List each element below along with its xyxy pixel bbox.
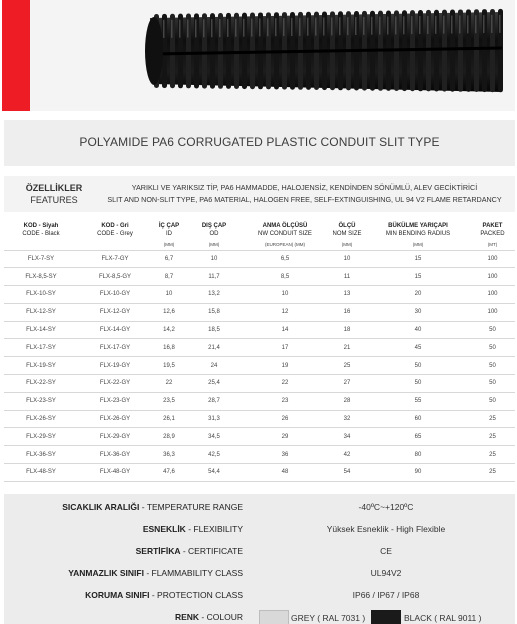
unit-cell — [78, 239, 152, 250]
table-row — [4, 446, 515, 464]
table-cell: 50 — [470, 321, 515, 339]
conduit-highlight — [339, 17, 341, 35]
conduit-highlight — [267, 18, 269, 36]
conduit-end — [145, 17, 163, 85]
table-cell: 34 — [328, 428, 366, 446]
features-label-en: FEATURES — [30, 195, 78, 205]
property-value: CE — [380, 546, 392, 556]
conduit-highlight — [219, 19, 221, 37]
table-cell: 26,1 — [152, 410, 186, 428]
table-cell: FLX-19-GY — [78, 357, 152, 375]
header-outer-diameter: DIŞ ÇAP OD — [201, 223, 227, 237]
table-cell: 54,4 — [186, 464, 242, 482]
table-cell: 14,2 — [152, 321, 186, 339]
conduit-highlight — [259, 18, 261, 36]
table-cell: 10 — [328, 250, 366, 268]
conduit-highlight — [331, 17, 333, 35]
colour-swatch-grey — [259, 610, 289, 624]
table-cell: 10 — [186, 250, 242, 268]
table-cell: 30 — [366, 303, 470, 321]
table-cell: 100 — [470, 250, 515, 268]
table-cell: 90 — [366, 464, 470, 482]
property-key: SICAKLIK ARALIĞI - TEMPERATURE RANGE — [62, 502, 243, 512]
conduit-highlight — [323, 17, 325, 35]
table-cell: 28,7 — [186, 392, 242, 410]
table-cell: 27 — [328, 375, 366, 393]
conduit-highlight — [427, 16, 429, 34]
table-cell: FLX-23-SY — [4, 392, 78, 410]
table-cell: FLX-17-SY — [4, 339, 78, 357]
table-cell: FLX-36-GY — [78, 446, 152, 464]
table-cell: 19,5 — [152, 357, 186, 375]
header-bending-radius: BÜKÜLME YARIÇAPI MIN BENDING RADIUS — [385, 223, 451, 237]
conduit-highlight — [235, 19, 237, 37]
conduit-highlight — [211, 19, 213, 37]
conduit-highlight — [243, 19, 245, 37]
table-cell: 12,6 — [152, 303, 186, 321]
table-row — [4, 339, 515, 357]
table-cell: FLX-23-GY — [78, 392, 152, 410]
conduit-highlight — [483, 15, 485, 33]
conduit-highlight — [499, 15, 501, 33]
properties-section — [4, 494, 515, 624]
table-cell: FLX-29-SY — [4, 428, 78, 446]
features-desc-en: SLIT AND NON-SLIT TYPE, PA6 MATERIAL, HALOGEN FREE, SELF-EXTINGUISHING, UL 94 V2 FLAME RETARDANCY — [107, 194, 502, 204]
spec-table — [4, 220, 515, 482]
conduit-highlight — [403, 16, 405, 34]
conduit-highlight — [347, 17, 349, 35]
table-row — [4, 410, 515, 428]
table-cell: FLX-7-SY — [4, 250, 78, 268]
product-hero — [0, 0, 517, 113]
table-cell: 25 — [470, 446, 515, 464]
table-cell: FLX-7-GY — [78, 250, 152, 268]
header-nom-size: ÖLÇÜ NOM SIZE — [332, 223, 362, 237]
conduit-highlight — [443, 16, 445, 34]
property-flexibility — [4, 518, 515, 540]
table-row — [4, 250, 515, 268]
table-cell: 55 — [366, 392, 470, 410]
table-cell: 36 — [242, 446, 328, 464]
table-cell: FLX-10-GY — [78, 286, 152, 304]
table-cell: 25,4 — [186, 375, 242, 393]
table-cell: 8,5 — [242, 268, 328, 286]
header-packed: PAKET PACKED — [480, 223, 505, 237]
conduit-highlight — [395, 16, 397, 34]
property-key: YANMAZLIK SINIFI - FLAMMABILITY CLASS — [68, 568, 243, 578]
property-flammability — [4, 562, 515, 584]
table-row — [4, 428, 515, 446]
conduit-highlight — [187, 20, 189, 38]
conduit-highlight — [251, 19, 253, 37]
table-cell: 48 — [242, 464, 328, 482]
unit-cell: (MM) — [328, 239, 366, 250]
table-cell: 42,5 — [186, 446, 242, 464]
table-cell: 32 — [328, 410, 366, 428]
table-cell: 100 — [470, 303, 515, 321]
table-cell: 11 — [328, 268, 366, 286]
table-cell: 100 — [470, 286, 515, 304]
table-cell: 65 — [366, 428, 470, 446]
table-cell: 24 — [186, 357, 242, 375]
table-cell: 80 — [366, 446, 470, 464]
header-conduit-size: ANMA ÖLÇÜSÜ NW CONDUIT SIZE — [258, 223, 312, 237]
table-cell: 28 — [328, 392, 366, 410]
conduit-highlight — [467, 15, 469, 33]
table-cell: FLX-14-SY — [4, 321, 78, 339]
table-cell: 16,8 — [152, 339, 186, 357]
table-cell: 15,8 — [186, 303, 242, 321]
table-cell: FLX-48-GY — [78, 464, 152, 482]
conduit-highlight — [411, 16, 413, 34]
table-cell: 42 — [328, 446, 366, 464]
unit-cell: (EUROPEAN) (MM) — [242, 239, 328, 250]
table-cell: 50 — [366, 357, 470, 375]
property-value: IP66 / IP67 / IP68 — [352, 590, 420, 600]
table-row — [4, 357, 515, 375]
header-code-black: KOD - Siyah CODE - Black — [22, 223, 60, 237]
conduit-highlight — [283, 18, 285, 36]
property-colour — [4, 606, 515, 624]
table-cell: 15 — [366, 250, 470, 268]
conduit-highlight — [203, 19, 205, 37]
table-cell: 12 — [242, 303, 328, 321]
table-cell: 40 — [366, 321, 470, 339]
unit-cell: (MM) — [366, 239, 470, 250]
table-cell: 26 — [242, 410, 328, 428]
property-key: KORUMA SINIFI - PROTECTION CLASS — [85, 590, 243, 600]
table-cell: 17 — [242, 339, 328, 357]
features-desc-tr: YARIKLI VE YARIKSIZ TİP, PA6 HAMMADDE, HALOJENSİZ, KENDİNDEN SÖNÜMLÜ, ALEV GECİKTİRİCİ — [131, 183, 478, 192]
features-section — [4, 176, 515, 212]
property-key: SERTİFİKA - CERTIFICATE — [135, 546, 243, 556]
colour-label-black: BLACK ( RAL 9011 ) — [404, 613, 482, 623]
table-cell: 31,3 — [186, 410, 242, 428]
table-cell: 13,2 — [186, 286, 242, 304]
conduit-highlight — [291, 18, 293, 36]
table-cell: 25 — [470, 410, 515, 428]
table-row — [4, 464, 515, 482]
product-photo — [30, 0, 515, 111]
table-cell: FLX-8,5-SY — [4, 268, 78, 286]
table-cell: 29 — [242, 428, 328, 446]
table-cell: 21 — [328, 339, 366, 357]
table-row — [4, 268, 515, 286]
conduit-highlight — [379, 17, 381, 35]
table-cell: FLX-36-SY — [4, 446, 78, 464]
unit-cell: (MM) — [186, 239, 242, 250]
table-cell: 28,9 — [152, 428, 186, 446]
table-cell: 36,3 — [152, 446, 186, 464]
conduit-highlight — [387, 17, 389, 35]
property-protection — [4, 584, 515, 606]
table-units-row — [4, 239, 515, 250]
table-cell: 15 — [366, 268, 470, 286]
table-cell: 21,4 — [186, 339, 242, 357]
table-cell: 18,5 — [186, 321, 242, 339]
table-cell: 25 — [470, 428, 515, 446]
table-cell: FLX-8,5-GY — [78, 268, 152, 286]
features-label — [14, 182, 94, 206]
colour-swatch-black — [371, 610, 401, 624]
table-cell: FLX-22-GY — [78, 375, 152, 393]
header-inner-diameter: İÇ ÇAP ID — [158, 223, 180, 237]
conduit-highlight — [419, 16, 421, 34]
page-title: POLYAMIDE PA6 CORRUGATED PLASTIC CONDUIT SLIT TYPE — [79, 135, 440, 149]
table-cell: 8,7 — [152, 268, 186, 286]
table-cell: 23,5 — [152, 392, 186, 410]
table-cell: 16 — [328, 303, 366, 321]
conduit-highlight — [307, 18, 309, 36]
conduit-highlight — [363, 17, 365, 35]
table-row — [4, 392, 515, 410]
unit-cell: (MM) — [152, 239, 186, 250]
table-cell: 10 — [152, 286, 186, 304]
table-cell: 10 — [242, 286, 328, 304]
header-code-grey: KOD - Gri CODE - Grey — [97, 223, 133, 237]
table-cell: 14 — [242, 321, 328, 339]
property-value: Yüksek Esneklik - High Flexible — [326, 524, 446, 534]
table-cell: 50 — [470, 375, 515, 393]
unit-cell: (MT) — [470, 239, 515, 250]
table-cell: 50 — [470, 392, 515, 410]
table-cell: 50 — [470, 357, 515, 375]
conduit-highlight — [451, 16, 453, 34]
table-cell: 25 — [470, 464, 515, 482]
conduit-highlight — [459, 15, 461, 33]
conduit-highlight — [371, 17, 373, 35]
table-cell: FLX-48-SY — [4, 464, 78, 482]
table-cell: 45 — [366, 339, 470, 357]
table-row — [4, 286, 515, 304]
features-label-tr: ÖZELLİKLER — [25, 183, 83, 193]
table-cell: 18 — [328, 321, 366, 339]
property-value: -40ºC~+120ºC — [358, 502, 414, 512]
table-cell: FLX-26-GY — [78, 410, 152, 428]
table-cell: 22 — [242, 375, 328, 393]
table-row — [4, 321, 515, 339]
property-key: RENK - COLOUR — [174, 612, 243, 622]
features-description — [102, 182, 507, 205]
conduit-highlight — [315, 18, 317, 36]
table-cell: 54 — [328, 464, 366, 482]
conduit-highlight — [275, 18, 277, 36]
conduit-highlight — [163, 20, 165, 38]
table-cell: FLX-17-GY — [78, 339, 152, 357]
table-cell: FLX-14-GY — [78, 321, 152, 339]
colour-label-grey: GREY ( RAL 7031 ) — [291, 613, 366, 623]
table-cell: 23 — [242, 392, 328, 410]
conduit-highlight — [435, 16, 437, 34]
table-cell: 11,7 — [186, 268, 242, 286]
table-cell: FLX-29-GY — [78, 428, 152, 446]
property-certificate — [4, 540, 515, 562]
title-bar — [4, 120, 515, 166]
table-cell: 50 — [366, 375, 470, 393]
conduit-highlight — [227, 19, 229, 37]
conduit-highlight — [179, 20, 181, 38]
table-cell: 34,5 — [186, 428, 242, 446]
conduit-highlight — [195, 19, 197, 37]
conduit-highlight — [299, 18, 301, 36]
table-header-row — [4, 220, 515, 239]
table-cell: 22 — [152, 375, 186, 393]
table-cell: 19 — [242, 357, 328, 375]
table-cell: 100 — [470, 268, 515, 286]
table-cell: 6,7 — [152, 250, 186, 268]
property-key: ESNEKLİK - FLEXIBILITY — [142, 524, 243, 534]
table-cell: 13 — [328, 286, 366, 304]
table-cell: FLX-19-SY — [4, 357, 78, 375]
table-cell: 6,5 — [242, 250, 328, 268]
conduit-image — [30, 0, 515, 111]
table-cell: 60 — [366, 410, 470, 428]
unit-cell — [4, 239, 78, 250]
table-cell: FLX-10-SY — [4, 286, 78, 304]
conduit-highlight — [491, 15, 493, 33]
table-row — [4, 375, 515, 393]
table-cell: 50 — [470, 339, 515, 357]
table-cell: FLX-26-SY — [4, 410, 78, 428]
conduit-highlight — [475, 15, 477, 33]
property-value: UL94V2 — [370, 568, 402, 578]
table-cell: 25 — [328, 357, 366, 375]
table-cell: FLX-12-GY — [78, 303, 152, 321]
property-temperature — [4, 496, 515, 518]
table-cell: 20 — [366, 286, 470, 304]
table-cell: 47,6 — [152, 464, 186, 482]
red-accent-bar — [2, 0, 30, 111]
conduit-highlight — [171, 20, 173, 38]
table-cell: FLX-12-SY — [4, 303, 78, 321]
table-row — [4, 303, 515, 321]
table-cell: FLX-22-SY — [4, 375, 78, 393]
conduit-highlight — [355, 17, 357, 35]
